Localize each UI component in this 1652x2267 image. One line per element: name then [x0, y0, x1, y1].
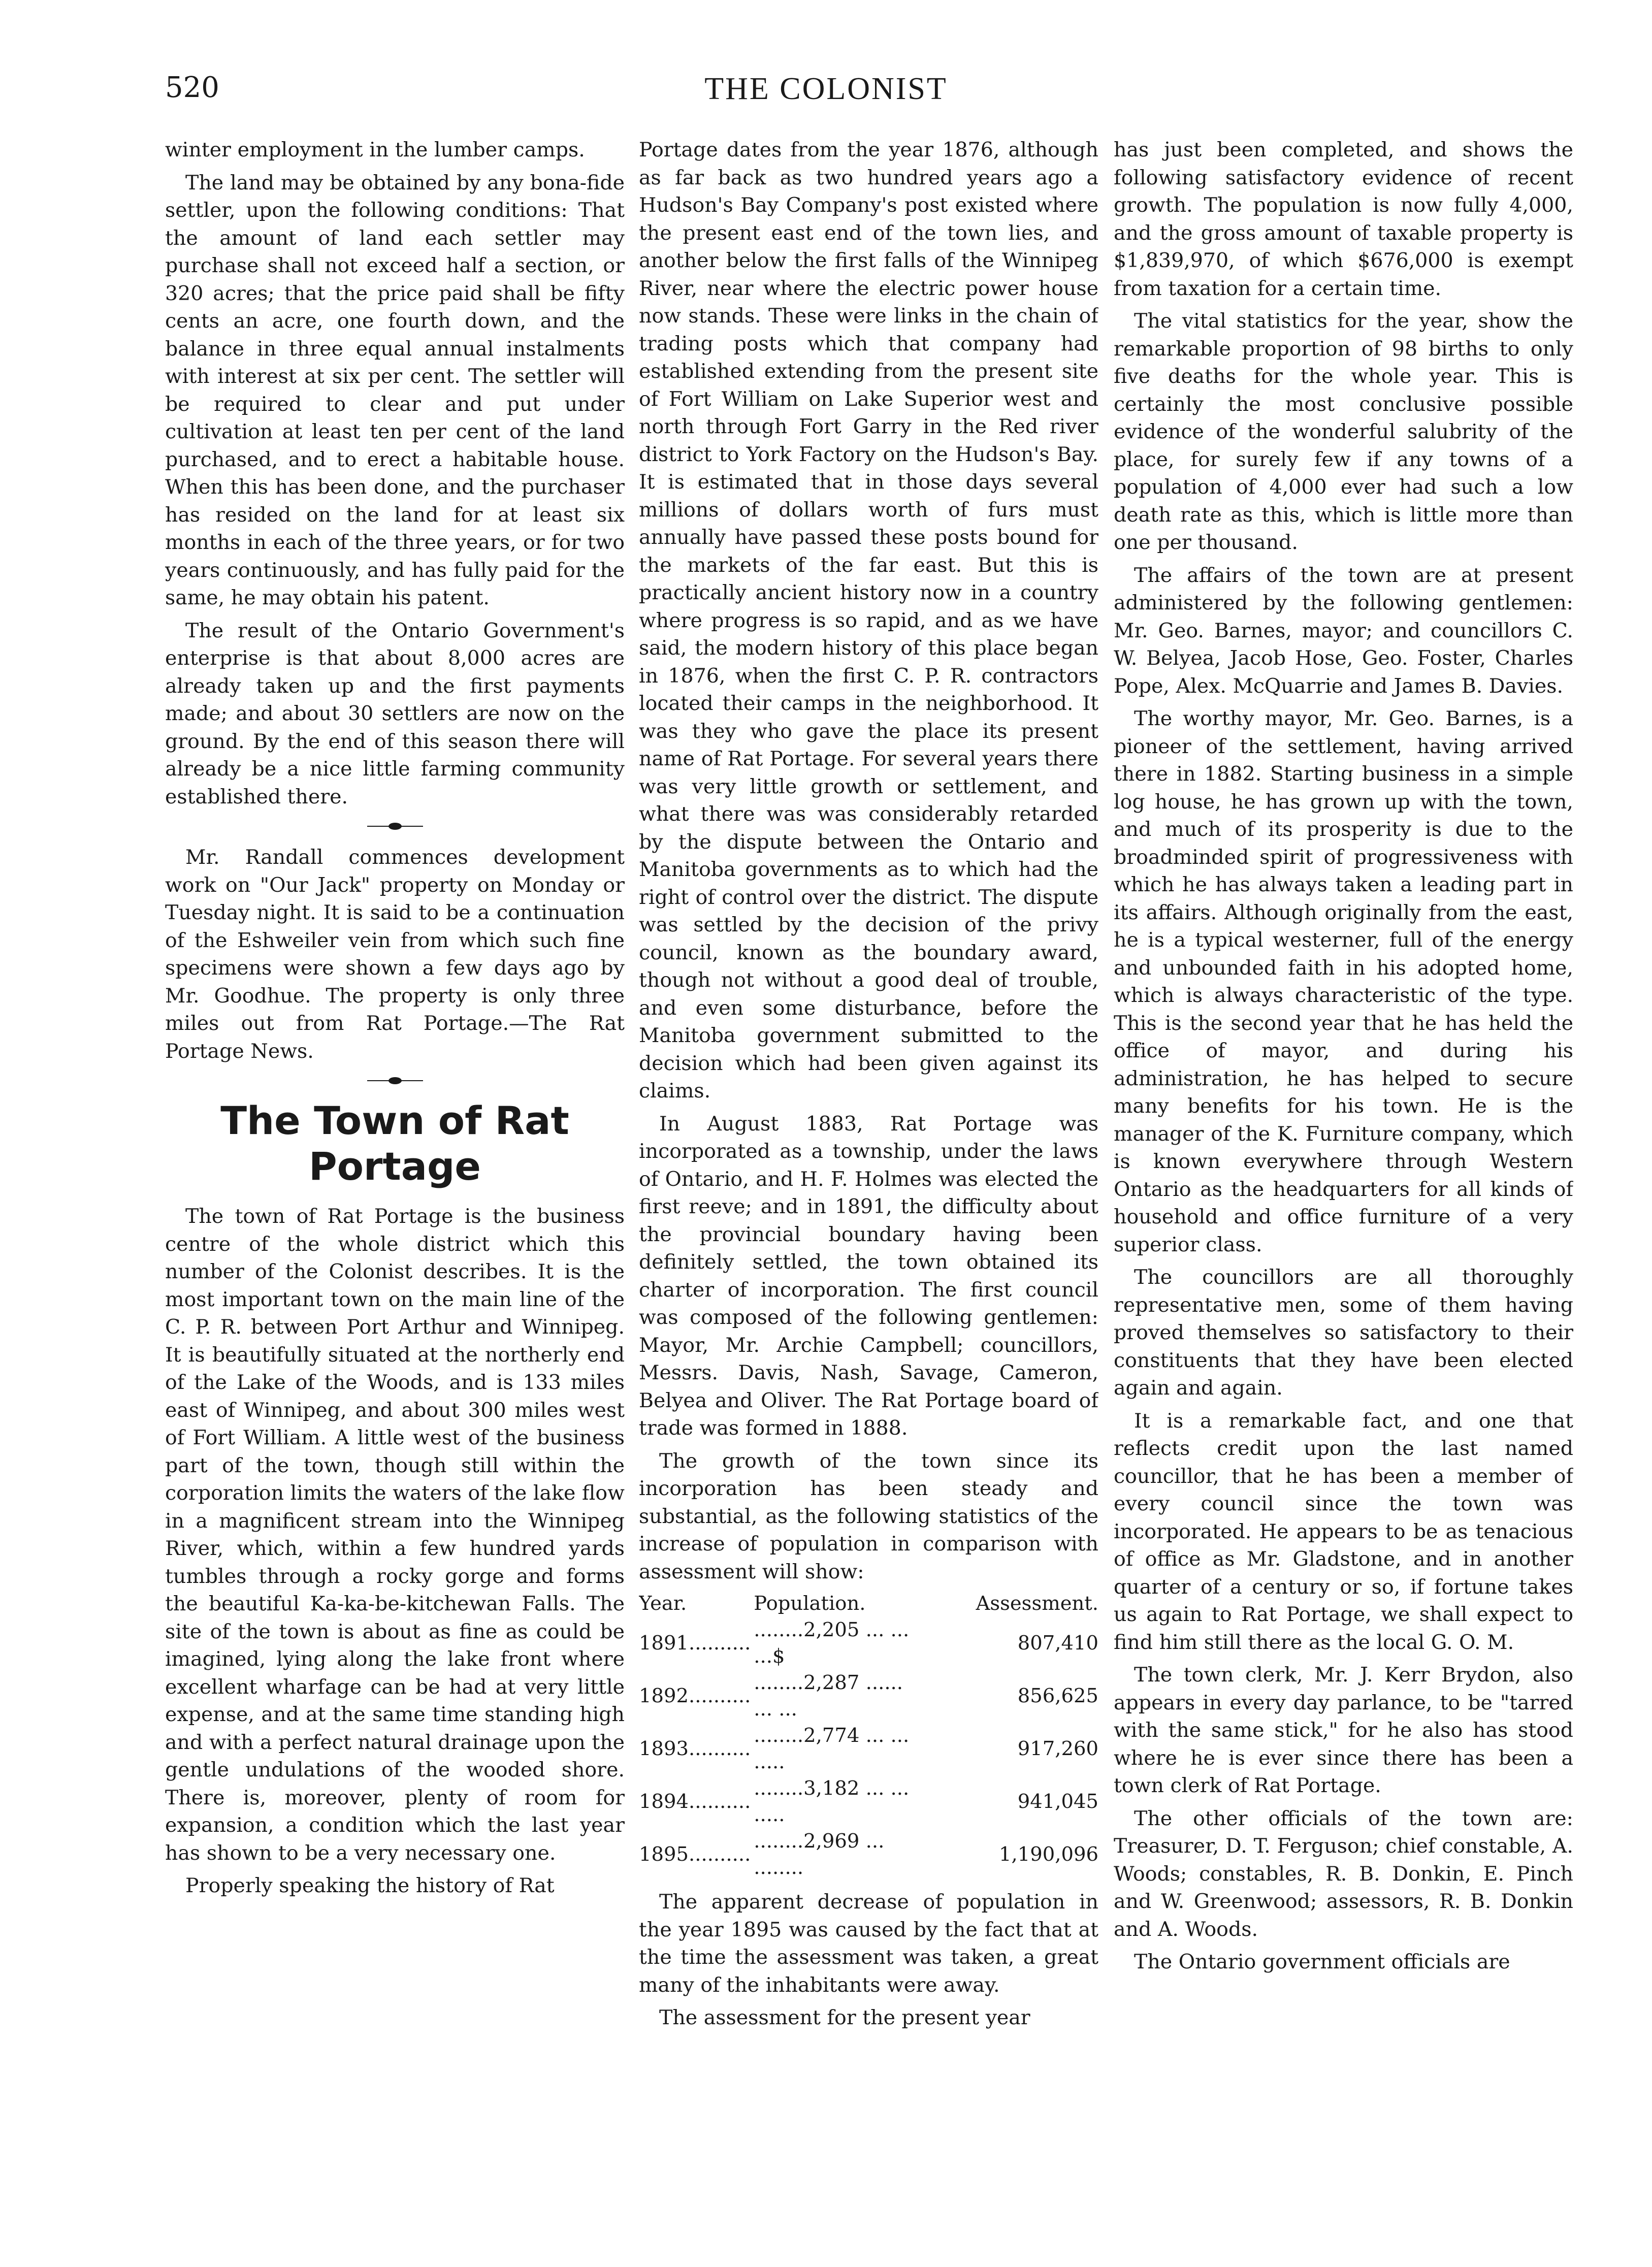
table-row	[639, 1828, 1098, 1881]
paragraph: The result of the Ontario Government's enterprise is that about 8,000 acres are already taken up and the first payments made; and about 30 settlers are now on the ground. By the end of this season there will already be a nice little farming community established there.	[165, 619, 625, 808]
paragraph: The other officials of the town are: Treasurer, D. T. Ferguson; chief constable, A. Woods; constables, R. B. Donkin, E. Pinch and W. Greenwood; assessors, R. B. Donkin and A. Woods.	[1114, 1806, 1573, 1941]
paragraph: The land may be obtained by any bona-fide settler, upon the following conditions: That the amount of land each settler may purchase shall not exceed half a section, or 320 acres; that the price paid shall be fifty cents an acre, one fourth down, and the balance in three equal annual instalments with interest at six per cent. The settler will be required to clear and put under cultivation at least ten per cent of the land purchased, and to erect a habitable house. When this has been done, and the purchaser has resided on the land for at least six months in each of the three years, or for two years continuously, and has fully paid for the same, he may obtain his patent.	[165, 171, 625, 609]
headline-line: The Town of Rat	[220, 1098, 569, 1143]
paragraph: The town clerk, Mr. J. Kerr Brydon, also appears in every day parlance, to be "tarred with the same stick," for he also has stood where he is ever since there has been a town clerk of Rat Portage.	[1114, 1663, 1573, 1797]
paragraph: Mr. Randall commences development work on "Our Jack" property on Monday or Tuesday night. It is said to be a continuation of the Eshweiler vein from which such fine specimens were shown a few days ago by Mr. Goodhue. The property is only three miles out from Rat Portage.—The Rat Portage News.	[165, 846, 625, 1063]
paragraph: The vital statistics for the year, show the remarkable proportion of 98 births to only five deaths for the whole year. This is certainly the most conclusive possible evidence of the wonderful salubrity of the place, for surely few if any towns of a population of 4,000 ever had such a low death rate as this, which is little more than one per thousand.	[1114, 309, 1573, 554]
table-cell: 856,625	[1017, 1685, 1098, 1707]
table-cell: 941,045	[1017, 1790, 1098, 1813]
table-cell: 1892..........	[639, 1685, 751, 1707]
paragraph: winter employment in the lumber camps.	[165, 138, 585, 161]
headline-line: Portage	[309, 1144, 481, 1189]
separator-rule	[367, 1079, 423, 1082]
table-cell: 1895..........	[639, 1843, 751, 1866]
table-row	[639, 1723, 1098, 1775]
paragraph: has just been completed, and shows the following satisfactory evidence of recent growth. The population is now fully 4,000, and the gross amount of taxable property is $1,839,970, of which $676,000 is exempt from taxation for a certain time.	[1114, 138, 1573, 300]
table-cell: ........2,969 ... ........	[754, 1830, 885, 1879]
table-cell: ........3,182 ... ... .....	[754, 1777, 910, 1826]
paragraph: The town of Rat Portage is the business centre of the whole district which this number of the Colonist describes. It is the most important town on the main line of the C. P. R. between Port Arthur and Winnipeg. It is beautifully situated at the northerly end of the Lake of the Woods, and is 133 miles east of Winnipeg, and about 300 miles west of Fort William. A little west of the business part of the town, though still within the corporation limits the waters of the lake flow in a magnificent stream into the Winnipeg River, which, within a few hundred yards tumbles through a rocky gorge and forms the beautiful Ka-ka-be-kitchewan Falls. The site of the town is about as fine as could be imagined, lying along the lake front where excellent wharfage can be had at very little expense, and at the same time standing high and with a perfect natural drainage upon the gentle undulations of the wooded shore. There is, moreover, plenty of room for expansion, a condition which the last year has shown to be a very necessary one.	[165, 1205, 625, 1865]
column-header: Assessment.	[976, 1592, 1098, 1615]
column-2	[639, 136, 1098, 2218]
article-headline	[165, 1098, 625, 1189]
paragraph: The affairs of the town are at present administered by the following gentlemen: Mr. Geo. Barnes, mayor; and councillors C. W. Belyea, Jacob Hose, Geo. Foster, Charles Pope, Alex. McQuarrie and James B. Davies.	[1114, 563, 1573, 698]
column-header: Population.	[754, 1592, 866, 1615]
table-cell: ........2,287 ...... ... ...	[754, 1671, 903, 1721]
paragraph: It is a remarkable fact, and one that reflects credit upon the last named councillor, that he has been a member of every council since the town was incorporated. He appears to be as tenacious of office as Mr. Gladstone, and in another quarter of a century or so, if fortune takes us again to Rat Portage, we shall expect to find him still there as the local G. O. M.	[1114, 1409, 1573, 1654]
paragraph: The growth of the town since its incorporation has been steady and substantial, as the following statistics of the increase of population in comparison with assessment will show:	[639, 1449, 1098, 1583]
paragraph: The councillors are all thoroughly representative men, some of them having proved themselves so satisfactory to their constituents that they have been elected again and again.	[1114, 1266, 1573, 1400]
table-cell: 1,190,096	[999, 1843, 1098, 1866]
paragraph: Portage dates from the year 1876, although as far back as two hundred years ago a Hudson's Bay Company's post existed where the present east end of the town lies, and another below the first falls of the Winnipeg River, near where the electric power house now stands. These were links in the chain of trading posts which that company had established extending from the present site of Fort William on Lake Superior west and north through Fort Garry in the Red river district to York Factory on the Hudson's Bay. It is estimated that in those days several millions of dollars worth of furs must annually have passed these posts bound for the markets of the far east. But this is practically ancient history now in a country where progress is so rapid, and as we have said, the modern history of this place began in 1876, when the first C. P. R. contractors located their camps in the neighborhood. It was they who gave the place its present name of Rat Portage. For several years there was very little growth or settlement, and what there was was considerably retarded by the dispute between the Ontario and Manitoba governments as to which had the right of control over the district. The dispute was settled by the decision of the privy council, known as the boundary award, though not without a good deal of trouble, and even some disturbance, before the Manitoba government submitted to the decision which had been given against its claims.	[639, 138, 1098, 1103]
paragraph: The worthy mayor, Mr. Geo. Barnes, is a pioneer of the settlement, having arrived there in 1882. Starting business in a simple log house, he has grown up with the town, and much of its prosperity is due to the broadminded spirit of progressiveness with which he has always taken a leading part in its affairs. Although originally from the east, he is a typical westerner, full of the energy and unbounded faith in his adopted home, which is always characteristic of the type. This is the second year that he has held the office of mayor, and during his administration, he has helped to secure many benefits for his town. He is the manager of the K. Furniture company, which is known everywhere through Western Ontario as the headquarters for all kinds of household and office furniture of a very superior class.	[1114, 707, 1573, 1256]
table-row	[639, 1617, 1098, 1670]
publication-title: THE COLONIST	[704, 72, 948, 106]
paragraph: The apparent decrease of population in the year 1895 was caused by the fact that at the time the assessment was taken, a great many of the inhabitants were away.	[639, 1890, 1098, 1997]
table-cell: 1893..........	[639, 1737, 751, 1760]
table-row	[639, 1670, 1098, 1723]
paragraph: The Ontario government officials are	[1134, 1950, 1510, 1973]
table-cell: 1894..........	[639, 1790, 751, 1813]
table-cell: ........2,774 ... ... .....	[754, 1724, 910, 1773]
paragraph: In August 1883, Rat Portage was incorporated as a township, under the laws of Ontario, and H. F. Holmes was elected the first reeve; and in 1891, the difficulty about the provincial boundary having been definitely settled, the town obtained its charter of incorporation. The first council was composed of the following gentlemen: Mayor, Mr. Archie Campbell; councillors, Messrs. Davis, Nash, Savage, Cameron, Belyea and Oliver. The Rat Portage board of trade was formed in 1888.	[639, 1112, 1098, 1440]
column-3	[1114, 136, 1573, 2218]
column-1	[165, 136, 625, 2218]
table-cell: 917,260	[1017, 1737, 1098, 1760]
separator-rule	[367, 825, 423, 827]
column-header: Year.	[639, 1592, 687, 1615]
table-header-row	[639, 1591, 1098, 1617]
table-cell: ........2,205 ... ... ...$	[754, 1618, 910, 1668]
paragraph: The assessment for the present year	[659, 2006, 1030, 2029]
paragraph: Properly speaking the history of Rat	[185, 1874, 555, 1897]
statistics-table	[639, 1591, 1098, 1881]
table-cell: 1891..........	[639, 1632, 751, 1655]
table-row	[639, 1775, 1098, 1828]
table-cell: 807,410	[1017, 1632, 1098, 1655]
page-number: 520	[165, 71, 219, 104]
